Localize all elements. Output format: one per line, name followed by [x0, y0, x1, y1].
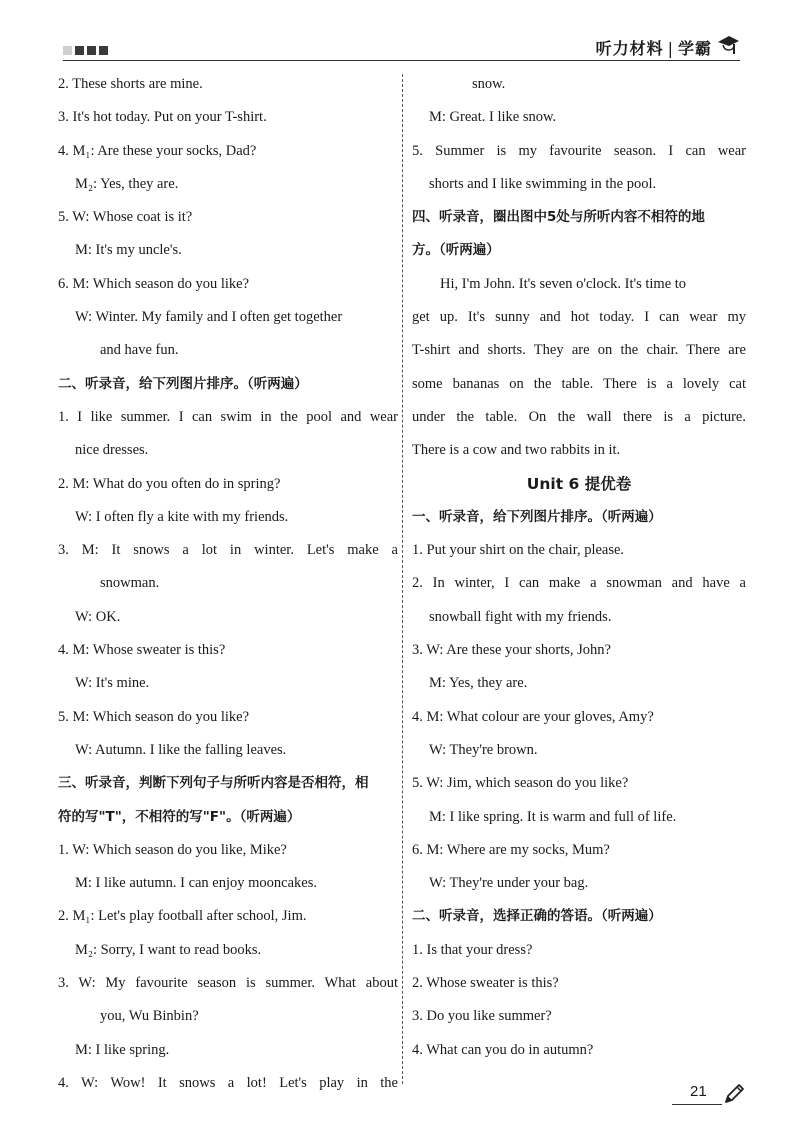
text-line: 2. In winter, I can make a snowman and have a — [412, 575, 746, 592]
text-line: 3. Do you like summer? — [412, 1008, 552, 1025]
pencil-icon — [722, 1082, 746, 1106]
left-column — [58, 68, 398, 1100]
text-line: W: It's mine. — [75, 675, 150, 692]
section-heading: 符的写"T"，不相符的写"F"。（听两遍） — [58, 808, 301, 825]
text-line: 5. W: Whose coat is it? — [58, 209, 193, 226]
text-line: M₂: Yes, they are. — [75, 175, 179, 192]
section-heading: 二、听录音，选择正确的答语。（听两遍） — [412, 908, 662, 925]
text-line: M: I like spring. It is warm and full of life. — [429, 808, 677, 825]
text-line: 5. W: Jim, which season do you like? — [412, 775, 629, 792]
text-line: 1. Put your shirt on the chair, please. — [412, 542, 625, 559]
section-heading: 二、听录音，给下列图片排序。（听两遍） — [58, 375, 308, 392]
text-line: nice dresses. — [75, 442, 149, 459]
section-heading: 一、听录音，给下列图片排序。（听两遍） — [412, 508, 662, 525]
text-line: W: Autumn. I like the falling leaves. — [75, 741, 287, 758]
text-line: W: OK. — [75, 608, 121, 625]
text-line: 3. It's hot today. Put on your T-shirt. — [58, 109, 267, 126]
text-line: and have fun. — [100, 342, 179, 359]
text-line: 4. M: Whose sweater is this? — [58, 642, 226, 659]
text-line: M: Yes, they are. — [429, 675, 528, 692]
text-line: 1. W: Which season do you like, Mike? — [58, 841, 287, 858]
text-line: M: I like spring. — [75, 1041, 170, 1058]
text-line: 5. Summer is my favourite season. I can wear — [412, 142, 746, 159]
section-heading: 三、听录音，判断下列句子与所听内容是否相符，相 — [58, 775, 369, 792]
text-line: 6. M: Where are my socks, Mum? — [412, 841, 610, 858]
text-line: 4. M₁: Are these your socks, Dad? — [58, 142, 257, 159]
text-line: 4. What can you do in autumn? — [412, 1041, 594, 1058]
text-line: 5. M: Which season do you like? — [58, 708, 250, 725]
text-line: 4. W: Wow! It snows a lot! Let's play in the — [58, 1074, 398, 1091]
text-line: W: They're under your bag. — [429, 875, 589, 892]
text-line: 3. W: Are these your shorts, John? — [412, 642, 611, 659]
text-line: 2. These shorts are mine. — [58, 76, 203, 92]
header-separator: | — [667, 39, 674, 58]
brand-name: 学霸 — [677, 39, 712, 58]
text-line: snowball fight with my friends. — [429, 608, 612, 625]
text-line: some bananas on the table. There is a lovely cat — [412, 375, 746, 392]
text-line: 3. W: My favourite season is summer. What about — [58, 975, 398, 992]
header-decoration — [63, 46, 108, 55]
text-line: shorts and I like swimming in the pool. — [429, 175, 657, 192]
text-line: 1. Is that your dress? — [412, 941, 533, 958]
text-line: M: It's my uncle's. — [75, 242, 182, 259]
text-line: W: They're brown. — [429, 741, 538, 758]
page-number: 21 — [690, 1083, 707, 1100]
text-line: 2. Whose sweater is this? — [412, 975, 559, 992]
text-line: W: I often fly a kite with my friends. — [75, 508, 289, 525]
text-line: 3. M: It snows a lot in winter. Let's make a — [58, 542, 398, 559]
text-line: M: I like autumn. I can enjoy mooncakes. — [75, 875, 318, 892]
graduation-cap-icon — [716, 32, 740, 58]
footer-rule — [672, 1104, 722, 1105]
section-heading: 方。（听两遍） — [412, 242, 500, 259]
text-line: 2. M₁: Let's play football after school, Jim. — [58, 908, 307, 925]
text-line: T-shirt and shorts. They are on the chair. There are — [412, 342, 746, 359]
header-title — [596, 36, 712, 59]
text-line: get up. It's sunny and hot today. I can wear my — [412, 309, 746, 326]
column-divider — [402, 74, 403, 1084]
text-line: M₂: Sorry, I want to read books. — [75, 941, 262, 958]
right-column — [412, 68, 746, 1067]
text-line: 6. M: Which season do you like? — [58, 275, 250, 292]
text-line: you, Wu Binbin? — [100, 1008, 199, 1025]
text-line: Hi, I'm John. It's seven o'clock. It's time to — [440, 275, 687, 292]
text-line: under the table. On the wall there is a picture. — [412, 408, 746, 425]
unit-title: Unit 6 提优卷 — [526, 474, 632, 493]
text-line: W: Winter. My family and I often get together — [75, 309, 343, 326]
text-line: M: Great. I like snow. — [429, 109, 557, 126]
section-name: 听力材料 — [595, 39, 664, 58]
text-line: 1. I like summer. I can swim in the pool and wear — [58, 408, 398, 425]
text-line: snow. — [472, 76, 506, 92]
text-line: 4. M: What colour are your gloves, Amy? — [412, 708, 654, 725]
text-line: There is a cow and two rabbits in it. — [412, 442, 621, 459]
section-heading: 四、听录音，圈出图中5处与所听内容不相符的地 — [412, 209, 705, 226]
text-line: 2. M: What do you often do in spring? — [58, 475, 281, 492]
page-header — [0, 0, 800, 64]
header-rule — [63, 60, 740, 61]
text-line: snowman. — [100, 575, 160, 592]
